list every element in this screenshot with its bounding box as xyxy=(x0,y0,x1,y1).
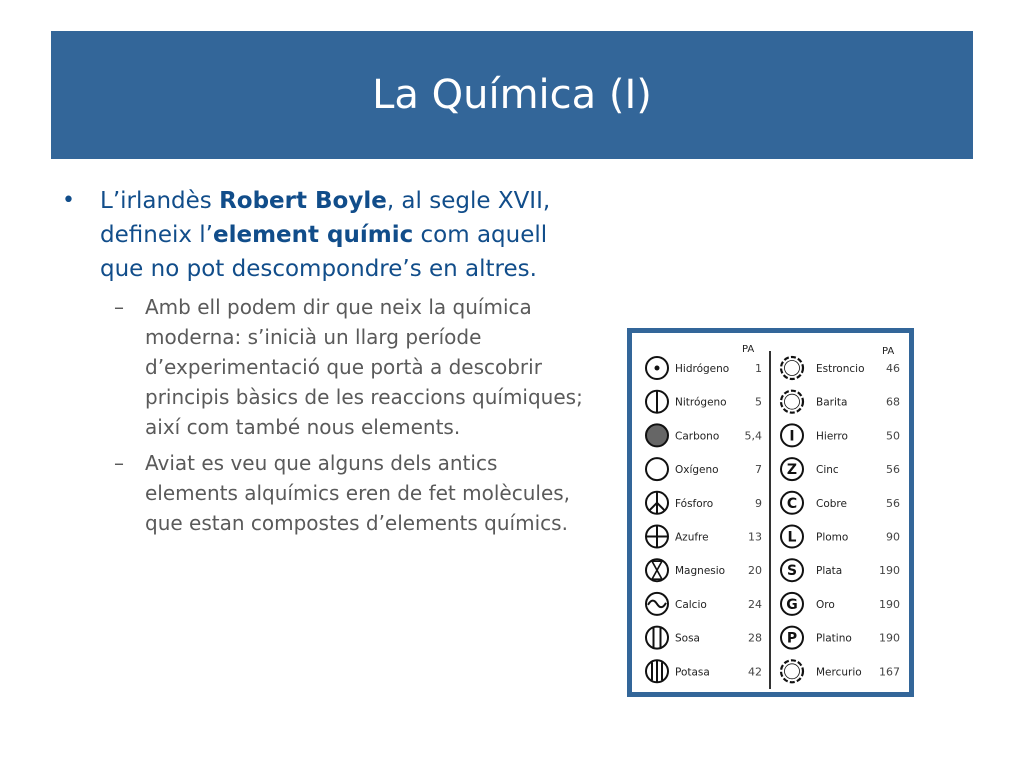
symbol-row xyxy=(781,627,900,649)
element-pa: 46 xyxy=(886,362,900,375)
element-name: Cobre xyxy=(816,497,847,510)
symbol-row xyxy=(646,391,762,413)
element-name: Potasa xyxy=(675,666,710,679)
element-pa: 28 xyxy=(748,631,762,645)
letter-circle-icon xyxy=(781,458,803,480)
symbol-row xyxy=(646,424,762,446)
svg-text:I: I xyxy=(789,428,795,445)
element-pa: 68 xyxy=(886,395,900,409)
sub-bullet xyxy=(62,292,585,442)
pa-header-right: PA xyxy=(882,346,895,357)
slide-title: La Química (I) xyxy=(372,72,652,118)
element-pa: 24 xyxy=(748,597,762,611)
slide-content xyxy=(62,184,597,538)
symbol-row xyxy=(646,559,762,581)
cross-circle-icon xyxy=(646,526,668,548)
element-name: Plomo xyxy=(816,531,849,544)
filled-circle-icon xyxy=(646,424,668,446)
element-name: Barita xyxy=(816,396,848,409)
element-pa: 56 xyxy=(886,496,900,510)
peace-circle-icon xyxy=(646,492,668,514)
element-name: Hidrógeno xyxy=(675,363,730,375)
element-name: Cinc xyxy=(816,464,839,477)
element-name: Oxígeno xyxy=(675,464,719,477)
element-name: Hierro xyxy=(816,430,848,443)
pa-header-left: PA xyxy=(742,344,755,355)
bullet-prefix: L’irlandès xyxy=(100,188,220,214)
element-pa: 190 xyxy=(879,564,900,578)
symbol-row xyxy=(781,492,900,514)
svg-text:L: L xyxy=(787,529,797,546)
dotted-ring-icon xyxy=(781,357,803,379)
symbol-row xyxy=(646,627,762,649)
element-name: Mercurio xyxy=(816,666,862,679)
letter-circle-icon xyxy=(781,526,803,548)
element-name: Oro xyxy=(816,598,835,611)
symbol-row xyxy=(781,526,900,548)
alchemy-symbols-figure xyxy=(627,328,914,697)
element-pa: 20 xyxy=(748,564,762,578)
double-line-circle-icon xyxy=(646,627,668,649)
sub-bullet-text: Amb ell podem dir que neix la química moderna: s’inicià un llarg període d’experimentació que portà a descobrir principis bàsics de les reaccions químiques; així com també nous elements. xyxy=(145,295,583,439)
element-pa: 42 xyxy=(748,665,762,679)
bullet-suffix: com aquell que no pot descompondre’s en altres. xyxy=(100,222,548,282)
svg-text:P: P xyxy=(786,630,798,647)
symbol-row xyxy=(646,526,762,548)
element-pa: 190 xyxy=(879,597,900,611)
main-bullet xyxy=(62,184,597,286)
vertical-line-circle-icon xyxy=(646,391,668,413)
symbol-rows xyxy=(646,357,900,682)
element-pa: 190 xyxy=(879,631,900,645)
symbol-row xyxy=(781,559,900,581)
letter-circle-icon xyxy=(781,492,803,514)
element-pa: 1 xyxy=(755,362,762,375)
symbol-row xyxy=(646,660,762,682)
bullet-middle: , al segle XVII, defineix l’ xyxy=(100,188,551,248)
symbol-row xyxy=(781,391,900,413)
svg-text:C: C xyxy=(786,495,798,512)
symbols-table xyxy=(631,332,910,693)
dash-icon: – xyxy=(114,451,124,475)
element-name: Calcio xyxy=(675,598,707,611)
triple-line-circle-icon xyxy=(646,660,668,682)
symbol-row xyxy=(781,660,900,682)
symbol-row xyxy=(781,424,900,446)
symbol-row xyxy=(781,458,900,480)
symbol-row xyxy=(646,357,762,379)
element-name: Carbono xyxy=(675,430,720,443)
dotted-ring-icon xyxy=(781,391,803,413)
empty-circle-icon xyxy=(646,458,668,480)
element-name: Estroncio xyxy=(816,363,865,375)
letter-circle-icon xyxy=(781,559,803,581)
dot-circle-icon xyxy=(646,357,668,379)
element-pa: 9 xyxy=(755,496,762,510)
svg-text:Z: Z xyxy=(786,462,798,479)
element-name: Azufre xyxy=(675,531,709,544)
element-name: Magnesio xyxy=(675,565,726,578)
title-banner xyxy=(51,31,973,159)
svg-text:S: S xyxy=(786,563,798,580)
element-name: Sosa xyxy=(675,632,700,645)
sub-bullet xyxy=(62,448,585,538)
letter-circle-icon xyxy=(781,627,803,649)
dash-icon: – xyxy=(114,295,124,319)
element-pa: 5,4 xyxy=(744,429,762,443)
element-pa: 167 xyxy=(879,665,900,679)
element-name: Nitrógeno xyxy=(675,396,727,409)
element-pa: 13 xyxy=(748,530,762,544)
bullet-dot-icon: • xyxy=(62,188,75,213)
element-pa: 56 xyxy=(886,463,900,477)
element-pa: 50 xyxy=(886,429,900,443)
letter-circle-icon xyxy=(781,593,803,615)
element-pa: 7 xyxy=(755,463,762,477)
element-name: Platino xyxy=(816,632,852,645)
symbol-row xyxy=(646,593,762,615)
bullet-bold-term: element químic xyxy=(212,222,414,248)
symbol-row xyxy=(646,492,762,514)
element-name: Plata xyxy=(816,565,843,578)
element-pa: 90 xyxy=(886,530,900,544)
element-pa: 5 xyxy=(755,395,762,409)
hourglass-circle-icon xyxy=(646,559,668,581)
svg-text:G: G xyxy=(786,596,798,613)
symbols-svg xyxy=(632,333,909,692)
symbol-row xyxy=(781,593,900,615)
wave-circle-icon xyxy=(646,593,668,615)
symbol-row xyxy=(781,357,900,379)
dotted-ring-icon xyxy=(781,660,803,682)
element-name: Fósforo xyxy=(675,497,714,510)
symbol-row xyxy=(646,458,762,480)
letter-circle-icon xyxy=(781,424,803,446)
sub-bullet-text: Aviat es veu que alguns dels antics elements alquímics eren de fet molècules, que estan compostes d’elements químics. xyxy=(145,451,571,535)
bullet-bold-name: Robert Boyle xyxy=(219,188,387,214)
